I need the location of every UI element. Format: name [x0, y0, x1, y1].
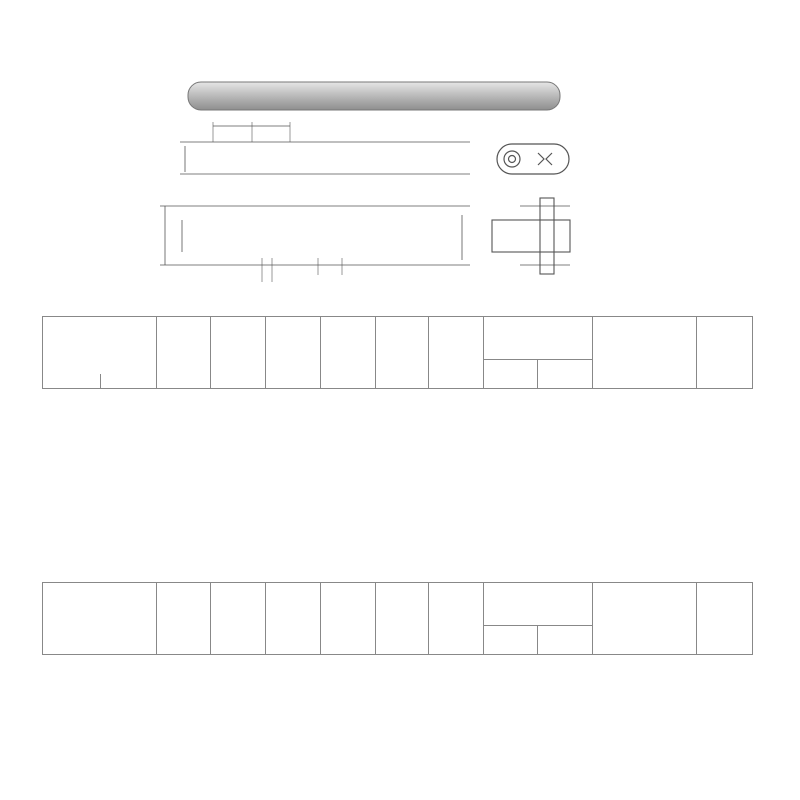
hdr-a-plate-unit: [321, 374, 376, 389]
hdr-b-weight-unit: [697, 640, 753, 655]
hdr-a-load-en: [593, 331, 697, 345]
hdr-a-spec: [43, 360, 157, 375]
hdr-a-l-unit: [484, 374, 538, 389]
hdr-a-depth-en: [376, 331, 429, 345]
hdr-b-depth-sym: [376, 626, 429, 641]
hdr-a-weight-cn: [697, 317, 753, 332]
hdr-b-pitch-cn: [157, 583, 211, 598]
hdr-a-pin-sym: [429, 360, 484, 375]
hdr-a-l-sym: [484, 360, 538, 375]
hdr-a-pitch-cn: [157, 317, 211, 332]
hdr-b-weight-en: [697, 597, 753, 611]
hdr-b-load-cn: [593, 583, 697, 598]
hdr-a-load-en2: [593, 345, 697, 360]
hdr-b-l-sym: [484, 626, 538, 641]
hdr-b-load-en2: [593, 611, 697, 626]
hdr-a-plate-en2: [321, 345, 376, 360]
hdr-a-pinlen-cn: [484, 317, 593, 332]
hdr-b-pinlen-en: [484, 597, 593, 611]
hdr-a-plate-cn: [321, 317, 376, 332]
hdr-b-load-sym: [593, 626, 697, 641]
hdr-a-weight-sym: [697, 360, 753, 375]
hdr-a-iso: [101, 374, 157, 389]
hdr-a-lc-unit: [538, 374, 593, 389]
hdr-b-roller-en: [211, 597, 266, 611]
hdr-a-depth-cn: [376, 317, 429, 332]
hdr-a-load-sym: [593, 360, 697, 375]
hdr-b-inner-en: [266, 597, 321, 611]
hdr-b-load-unit: [593, 640, 697, 655]
hdr-b-weight-sym: [697, 626, 753, 641]
hdr-b-roller-sym: [211, 626, 266, 641]
hdr-b-pin-en: [429, 597, 484, 611]
hdr-b-plate-unit: [321, 640, 376, 655]
hdr-b-blank: [43, 583, 157, 598]
hdr-a-pitch-unit: [157, 374, 211, 389]
hdr-b-lc-sym: [538, 626, 593, 641]
hdr-b-depth-unit: [376, 640, 429, 655]
hdr-a-pitch-en: [157, 331, 211, 345]
hdr-a-load-cn: [593, 317, 697, 332]
hdr-b-weight-en2: [697, 611, 753, 626]
hdr-b-plate-en: [321, 597, 376, 611]
hdr-b-lc-unit: [538, 640, 593, 655]
hdr-b-depth-cn: [376, 583, 429, 598]
hdr-b-inner-cn: [266, 583, 321, 598]
hdr-b-pitch-unit: [157, 640, 211, 655]
hdr-a-inner-unit: [266, 374, 321, 389]
hdr-b-pitch-sym: [157, 626, 211, 641]
hdr-a-inner-cn: [266, 317, 321, 332]
chain-photo: [188, 82, 560, 110]
hdr-a-pitch-blank: [157, 345, 211, 360]
hdr-b-spec: [43, 626, 157, 641]
hdr-b-roller-en2: [211, 611, 266, 626]
hdr-a-depth-sym: [376, 360, 429, 375]
hdr-a-inner-sym: [266, 360, 321, 375]
hdr-a-ansi: [43, 374, 101, 389]
chain-end-view: [497, 144, 569, 174]
hdr-b-depth-en: [376, 597, 429, 611]
hdr-b-roller-cn: [211, 583, 266, 598]
hdr-a-roller-unit: [211, 374, 266, 389]
hdr-b-inner-unit: [266, 640, 321, 655]
hdr-b-l-unit: [484, 640, 538, 655]
hdr-a-lc-sym: [538, 360, 593, 375]
hdr-b-plate-cn: [321, 583, 376, 598]
hdr-b-inner-en2: [266, 611, 321, 626]
hdr-a-plate-en: [321, 331, 376, 345]
hdr-a-chain-cn: [43, 331, 157, 345]
hdr-a-pin-en2: [429, 345, 484, 360]
hdr-a-plate-sym: [321, 360, 376, 375]
chain-side-view: [180, 122, 470, 174]
hdr-a-pin-en: [429, 331, 484, 345]
hdr-b-pin-sym: [429, 626, 484, 641]
hdr-b-pin-unit: [429, 640, 484, 655]
hdr-b-load-en: [593, 597, 697, 611]
hdr-a-roller-en: [211, 331, 266, 345]
hdr-a-roller-cn: [211, 317, 266, 332]
hdr-a-inner-en: [266, 331, 321, 345]
hdr-b-chain-no: [43, 640, 157, 655]
hdr-b-plate-sym: [321, 626, 376, 641]
hdr-a-pitch-sym: [157, 360, 211, 375]
hdr-b-plate-en2: [321, 611, 376, 626]
hdr-a-depth-en2: [376, 345, 429, 360]
hdr-b-pinlen-cn: [484, 583, 593, 598]
hdr-a-pinlen-en2: [484, 345, 593, 360]
hdr-a-blank-2: [43, 345, 157, 360]
hdr-b-pinlen-en2: [484, 611, 593, 626]
hdr-b-pin-en2: [429, 611, 484, 626]
hdr-b-weight-cn: [697, 583, 753, 598]
chain-top-view: [160, 206, 470, 282]
table-a: [42, 316, 753, 389]
hdr-a-pin-cn: [429, 317, 484, 332]
hdr-b-pitch-en: [157, 597, 211, 611]
hdr-b-pitch-blank: [157, 611, 211, 626]
hdr-a-inner-en2: [266, 345, 321, 360]
hdr-a-load-unit: [593, 374, 697, 389]
hdr-a-weight-unit: [697, 374, 753, 389]
hdr-b-roller-unit: [211, 640, 266, 655]
hdr-a-blank: [43, 317, 157, 332]
hdr-b-blank-2: [43, 611, 157, 626]
hdr-b-chain-cn: [43, 597, 157, 611]
hdr-b-inner-sym: [266, 626, 321, 641]
hdr-a-roller-en2: [211, 345, 266, 360]
chain-drawing: [0, 60, 800, 300]
chain-end-top-view: [492, 198, 570, 274]
hdr-a-roller-sym: [211, 360, 266, 375]
table-b: [42, 582, 753, 655]
hdr-a-weight-en: [697, 331, 753, 345]
hdr-a-pin-unit: [429, 374, 484, 389]
hdr-b-depth-en2: [376, 611, 429, 626]
hdr-a-pinlen-en: [484, 331, 593, 345]
hdr-a-depth-unit: [376, 374, 429, 389]
hdr-a-weight-en2: [697, 345, 753, 360]
hdr-b-pin-cn: [429, 583, 484, 598]
